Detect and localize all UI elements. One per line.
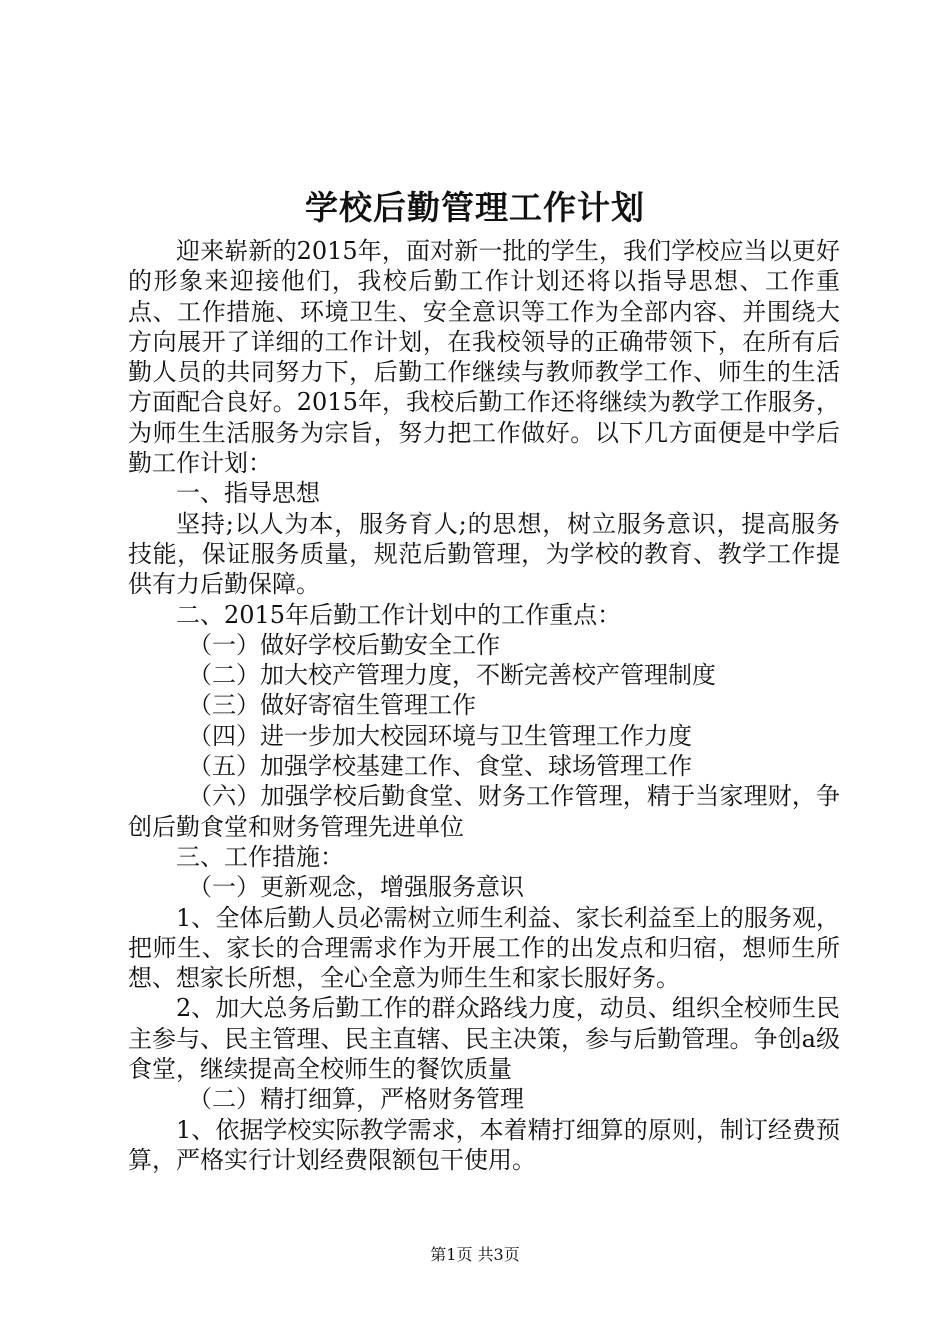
- subheading-update-concepts: （一）更新观念，增强服务意识: [188, 873, 524, 902]
- list-item: （三）做好寄宿生管理工作: [188, 691, 476, 720]
- list-item: （六）加强学校后勤食堂、财务工作管理，精于当家理财，争创后勤食堂和财务管理先进单位: [128, 782, 840, 841]
- subheading-financial-management: （二）精打细算，严格财务管理: [188, 1085, 524, 1114]
- paragraph-measure-2: 2、加大总务后勤工作的群众路线力度，动员、组织全校师生民主参与、民主管理、民主直辖、民主决策，参与后勤管理。争创a级食堂，继续提高全校师生的餐饮质量: [128, 994, 840, 1084]
- document-title: 学校后勤管理工作计划: [305, 188, 645, 227]
- paragraph-intro: 迎来崭新的2015年，面对新一批的学生，我们学校应当以更好的形象来迎接他们，我校后勤工作计划还将以指导思想、工作重点、工作措施、环境卫生、安全意识等工作为全部内容、并围绕大方向展开了详细的工作计划，在我校领导的正确带领下，在所有后勤人员的共同努力下，后勤工作继续与教师教学工作、师生的生活方面配合良好。2015年，我校后勤工作还将继续为教学工作服务，为师生生活服务为宗旨，努力把工作做好。以下几方面便是中学后勤工作计划：: [128, 237, 840, 478]
- paragraph-guiding-thought: 坚持;以人为本，服务育人;的思想，树立服务意识，提高服务技能，保证服务质量，规范后勤管理，为学校的教育、教学工作提供有力后勤保障。: [128, 509, 840, 599]
- list-item: （一）做好学校后勤安全工作: [188, 630, 500, 659]
- list-item: （四）进一步加大校园环境与卫生管理工作力度: [188, 721, 692, 750]
- list-item: （二）加大校产管理力度，不断完善校产管理制度: [188, 661, 716, 690]
- paragraph-measure-1: 1、全体后勤人员必需树立师生利益、家长利益至上的服务观，把师生、家长的合理需求作为开展工作的出发点和归宿，想师生所想、想家长所想，全心全意为师生生和家长服好务。: [128, 903, 840, 993]
- heading-guiding-thought: 一、指导思想: [176, 479, 320, 508]
- list-item: （五）加强学校基建工作、食堂、球场管理工作: [188, 752, 692, 781]
- heading-work-focus: 二、2015年后勤工作计划中的工作重点：: [176, 600, 622, 629]
- document-body: [128, 236, 840, 1175]
- paragraph-financial-1: 1、依据学校实际教学需求，本着精打细算的原则，制订经费预算，严格实行计划经费限额包干使用。: [128, 1115, 840, 1174]
- page-footer: 第1页 共3页: [430, 1245, 520, 1264]
- heading-work-measures: 三、工作措施：: [176, 842, 344, 871]
